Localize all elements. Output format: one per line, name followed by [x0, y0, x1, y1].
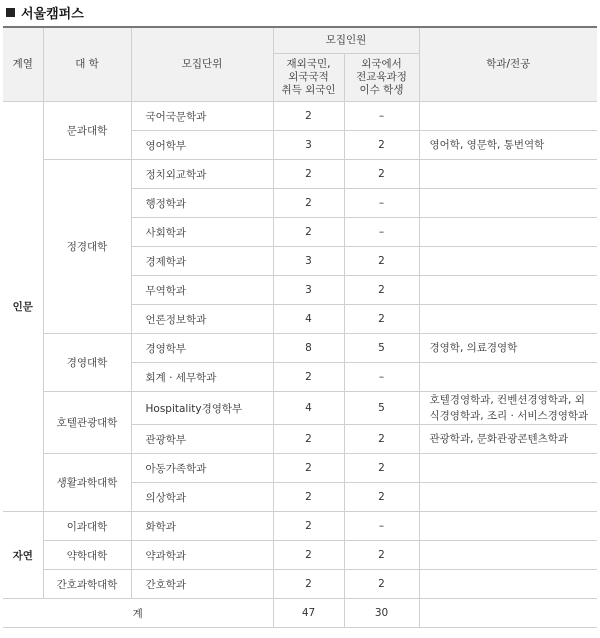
total-quota-overseas-koreans: 47 — [273, 599, 344, 628]
unit-cell: 약과학과 — [131, 541, 273, 570]
header-quota-b-line1: 외국에서 — [361, 58, 402, 70]
quota-overseas-koreans-cell: 2 — [273, 218, 344, 247]
header-unit: 모집단위 — [131, 27, 273, 102]
quota-overseas-curriculum-cell: 2 — [344, 305, 419, 334]
quota-overseas-koreans-cell: 2 — [273, 454, 344, 483]
table-row — [3, 392, 597, 425]
quota-overseas-koreans-cell: 8 — [273, 334, 344, 363]
header-quota-overseas-koreans — [273, 54, 344, 102]
unit-cell: 사회학과 — [131, 218, 273, 247]
table-row — [3, 160, 597, 189]
quota-overseas-curriculum-cell: 2 — [344, 160, 419, 189]
college-cell: 생활과학대학 — [43, 454, 131, 512]
table-row — [3, 454, 597, 483]
major-cell: 관광학과, 문화관광콘텐츠학과 — [419, 425, 597, 454]
table-row — [3, 102, 597, 131]
major-cell — [419, 454, 597, 483]
college-cell: 이과대학 — [43, 512, 131, 541]
quota-overseas-curriculum-cell: 5 — [344, 392, 419, 425]
total-quota-overseas-curriculum: 30 — [344, 599, 419, 628]
major-cell — [419, 218, 597, 247]
unit-cell: 간호학과 — [131, 570, 273, 599]
unit-cell: 국어국문학과 — [131, 102, 273, 131]
major-cell — [419, 276, 597, 305]
quota-overseas-koreans-cell: 3 — [273, 247, 344, 276]
admission-quota-table — [3, 26, 597, 628]
unit-cell: 경제학과 — [131, 247, 273, 276]
header-quota-a-line2: 외국국적 — [288, 71, 329, 83]
college-cell: 경영대학 — [43, 334, 131, 392]
college-cell: 호텔관광대학 — [43, 392, 131, 454]
major-cell — [419, 189, 597, 218]
major-cell — [419, 541, 597, 570]
header-quota-overseas-curriculum — [344, 54, 419, 102]
category-cell: 자연 — [3, 512, 43, 599]
quota-overseas-koreans-cell: 2 — [273, 425, 344, 454]
quota-overseas-curriculum-cell: 2 — [344, 247, 419, 276]
quota-overseas-curriculum-cell: 2 — [344, 425, 419, 454]
header-quota-b-line3: 이수 학생 — [359, 84, 404, 96]
major-cell — [419, 512, 597, 541]
unit-cell: 무역학과 — [131, 276, 273, 305]
college-cell: 약학대학 — [43, 541, 131, 570]
unit-cell: 아동가족학과 — [131, 454, 273, 483]
quota-overseas-curriculum-cell: 5 — [344, 334, 419, 363]
unit-cell: 회계 · 세무학과 — [131, 363, 273, 392]
unit-cell: 관광학부 — [131, 425, 273, 454]
unit-cell: 언론정보학과 — [131, 305, 273, 334]
quota-overseas-curriculum-cell: 2 — [344, 454, 419, 483]
quota-overseas-curriculum-cell: 2 — [344, 276, 419, 305]
table-row — [3, 334, 597, 363]
quota-overseas-koreans-cell: 2 — [273, 570, 344, 599]
quota-overseas-curriculum-cell: – — [344, 102, 419, 131]
total-row — [3, 599, 597, 628]
major-cell — [419, 305, 597, 334]
quota-overseas-curriculum-cell: – — [344, 512, 419, 541]
header-major: 학과/전공 — [419, 27, 597, 102]
quota-overseas-koreans-cell: 2 — [273, 541, 344, 570]
quota-overseas-koreans-cell: 3 — [273, 131, 344, 160]
square-bullet-icon — [6, 8, 15, 17]
total-major-cell — [419, 599, 597, 628]
table-row — [3, 570, 597, 599]
quota-overseas-koreans-cell: 4 — [273, 392, 344, 425]
total-label-cell: 계 — [3, 599, 273, 628]
unit-cell: 화학과 — [131, 512, 273, 541]
major-cell — [419, 363, 597, 392]
major-cell — [419, 160, 597, 189]
major-cell: 경영학, 의료경영학 — [419, 334, 597, 363]
table-row — [3, 541, 597, 570]
major-cell — [419, 247, 597, 276]
quota-overseas-curriculum-cell: 2 — [344, 483, 419, 512]
quota-overseas-koreans-cell: 2 — [273, 160, 344, 189]
unit-cell: 정치외교학과 — [131, 160, 273, 189]
quota-overseas-koreans-cell: 2 — [273, 189, 344, 218]
quota-overseas-koreans-cell: 2 — [273, 102, 344, 131]
quota-overseas-curriculum-cell: – — [344, 189, 419, 218]
quota-overseas-curriculum-cell: 2 — [344, 541, 419, 570]
unit-cell: 영어학부 — [131, 131, 273, 160]
header-college: 대 학 — [43, 27, 131, 102]
header-quota-b-line2: 전교육과정 — [356, 71, 407, 83]
category-cell: 인문 — [3, 102, 43, 512]
header-quota-a-line1: 재외국민, — [286, 58, 331, 70]
unit-cell: 행정학과 — [131, 189, 273, 218]
unit-cell: 의상학과 — [131, 483, 273, 512]
unit-cell: Hospitality경영학부 — [131, 392, 273, 425]
quota-overseas-curriculum-cell: – — [344, 363, 419, 392]
quota-overseas-koreans-cell: 2 — [273, 483, 344, 512]
unit-cell: 경영학부 — [131, 334, 273, 363]
quota-overseas-koreans-cell: 2 — [273, 512, 344, 541]
major-cell — [419, 570, 597, 599]
major-cell — [419, 483, 597, 512]
college-cell: 간호과학대학 — [43, 570, 131, 599]
header-quota: 모집인원 — [273, 27, 419, 54]
page-title-text: 서울캠퍼스 — [21, 6, 84, 22]
quota-overseas-koreans-cell: 2 — [273, 363, 344, 392]
page-title — [6, 3, 84, 21]
quota-overseas-koreans-cell: 4 — [273, 305, 344, 334]
college-cell: 정경대학 — [43, 160, 131, 334]
quota-overseas-koreans-cell: 3 — [273, 276, 344, 305]
table-row — [3, 512, 597, 541]
major-cell — [419, 102, 597, 131]
major-cell: 영어학, 영문학, 통번역학 — [419, 131, 597, 160]
major-cell: 호텔경영학과, 컨벤션경영학과, 외식경영학과, 조리 · 서비스경영학과 — [419, 392, 597, 425]
quota-overseas-curriculum-cell: 2 — [344, 570, 419, 599]
header-category: 계열 — [3, 27, 43, 102]
college-cell: 문과대학 — [43, 102, 131, 160]
quota-overseas-curriculum-cell: 2 — [344, 131, 419, 160]
quota-overseas-curriculum-cell: – — [344, 218, 419, 247]
header-quota-a-line3: 취득 외국인 — [281, 84, 336, 96]
